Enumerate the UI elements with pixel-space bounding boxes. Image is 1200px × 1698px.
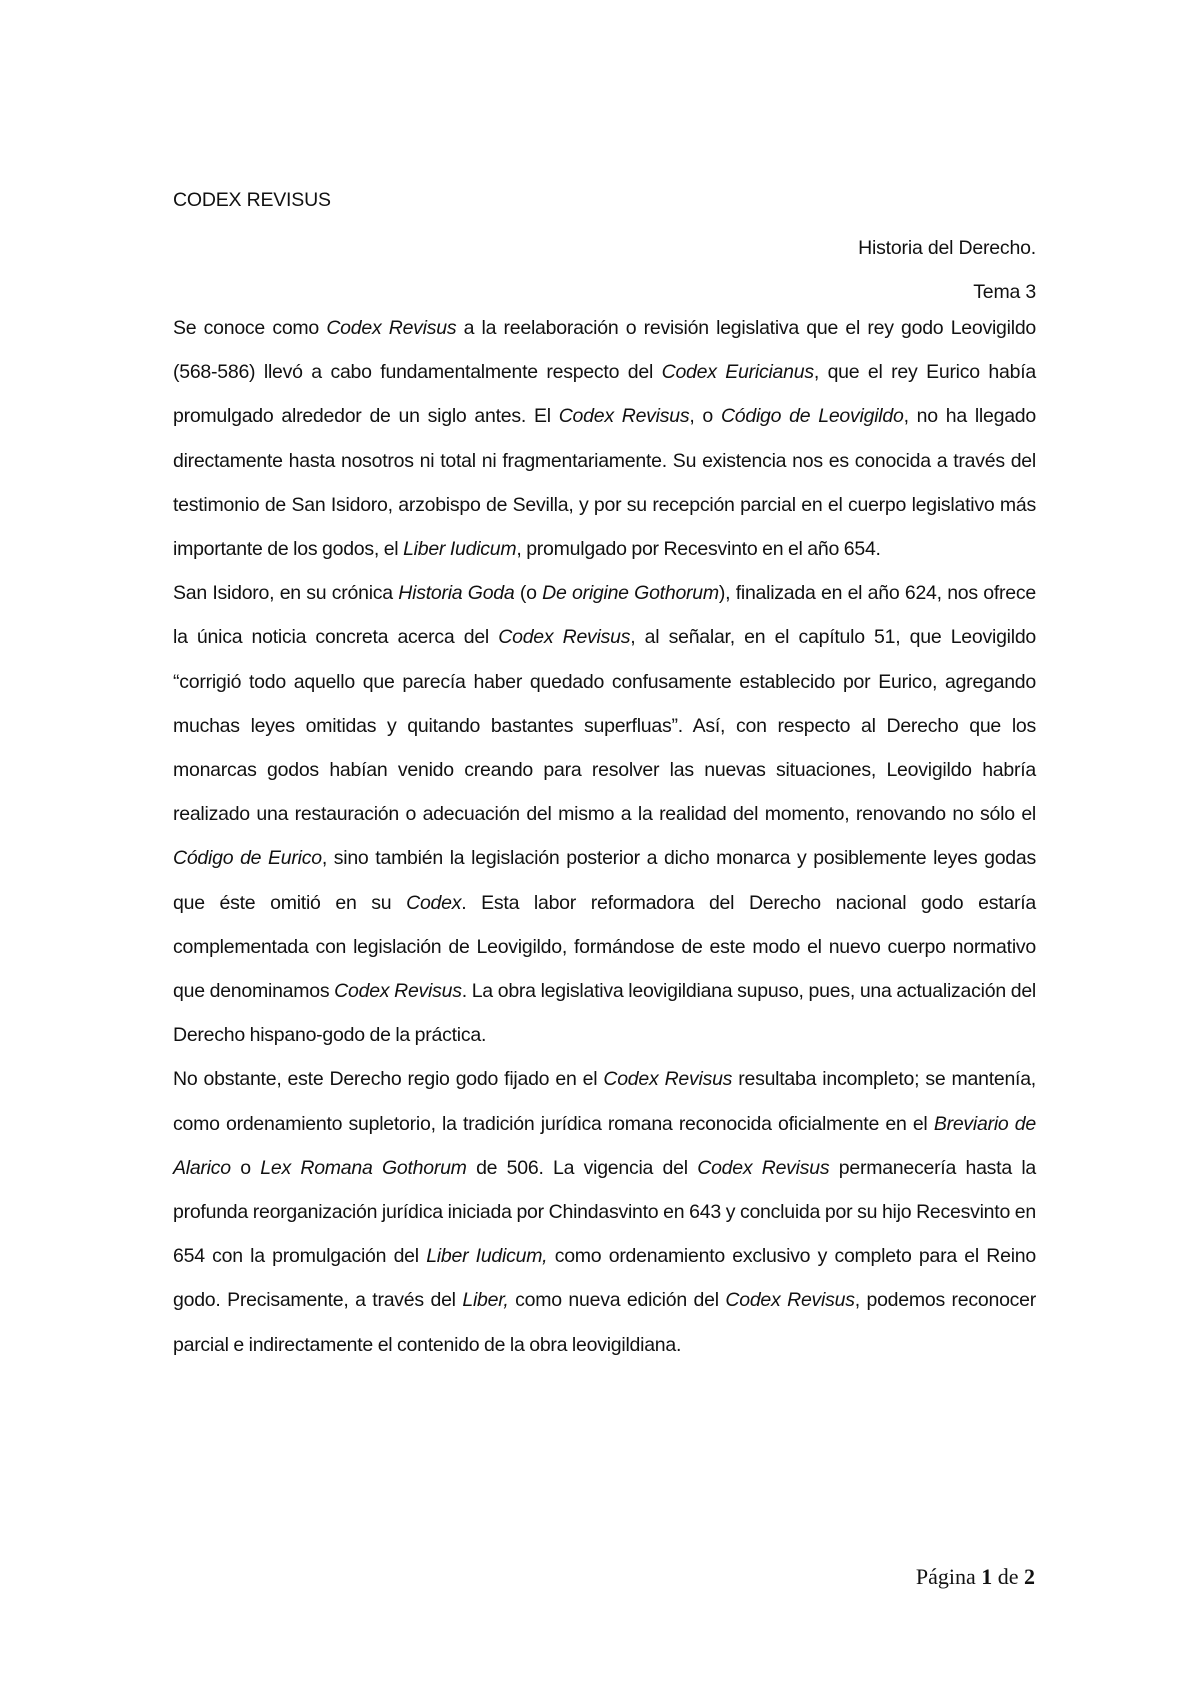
document-page: [173, 188, 1036, 1367]
body-paragraph: [173, 1057, 1036, 1366]
text-run: como nueva edición del: [508, 1289, 726, 1312]
italic-term: Historia Goda: [398, 582, 515, 605]
text-run: resultaba incompleto; se mantenía, como ordenamiento supletorio, la tradición jurídica romana reconocida oficialmente en el: [173, 1068, 1036, 1135]
document-body: [173, 306, 1036, 1367]
italic-term: Codex Revisus: [326, 317, 457, 339]
text-run: como ordenamiento exclusivo y completo para el Reino godo. Precisamente, a través del: [173, 1245, 1036, 1312]
italic-term: Codex Euricianus: [661, 361, 814, 384]
text-run: , podemos reconocer parcial e indirectamente el contenido de la obra leovigildiana.: [173, 1289, 1036, 1356]
italic-term: Breviario de Alarico: [173, 1112, 1036, 1179]
text-run: , no ha llegado directamente hasta nosotros ni total ni fragmentariamente. Su existencia nos es conocida a través del testimonio de San Isidoro, arzobispo de Sevilla, y por su recepción parcial en el cuerpo legislativo más importante de los godos, el: [173, 405, 1036, 561]
text-run: (o: [514, 582, 543, 605]
text-run: permanecería hasta la profunda reorganización jurídica iniciada por Chindasvinto en 643 y concluida por su hijo Recesvinto en 654 con la promulgación del: [173, 1156, 1037, 1268]
document-subject: Historia del Derecho.: [858, 237, 1036, 259]
italic-term: Liber Iudicum,: [426, 1245, 548, 1268]
text-run: ), finalizada en el año 624, nos ofrece la única noticia concreta acerca del: [173, 582, 1036, 649]
italic-term: Código de Eurico: [173, 847, 322, 870]
italic-term: Codex Revisus: [725, 1289, 855, 1312]
italic-term: Código de Leovigildo: [720, 405, 904, 428]
text-run: , al señalar, en el capítulo 51, que Leovigildo “corrigió todo aquello que parecía haber quedado confusamente establecido por Eurico, agregando muchas leyes omitidas y quitando bastantes superfluas”. Así, con respecto al Derecho que los monarcas godos habían venido creando para resolver las nuevas situaciones, Leovigildo habría realizado una restauración o adecuación del mismo a la realidad del momento, renovando no sólo el: [173, 626, 1037, 826]
italic-term: Codex Revisus: [498, 626, 631, 649]
italic-term: Codex Revisus: [558, 405, 690, 428]
text-run: , promulgado por Recesvinto en el año 654.: [516, 538, 881, 561]
italic-term: Codex Revisus: [334, 980, 462, 1003]
text-run: , sino también la legislación posterior a dicho monarca y posiblemente leyes godas que éste omitió en su: [173, 847, 1036, 914]
document-title: CODEX REVISUS: [173, 189, 331, 211]
italic-term: De origine Gothorum: [542, 582, 719, 605]
text-run: de 506. La vigencia del: [466, 1156, 698, 1179]
text-run: a la reelaboración o revisión legislativa que el rey godo Leovigildo (568-586) llevó a cabo fundamentalmente respecto del: [173, 317, 1037, 384]
document-topic: Tema 3: [973, 281, 1036, 303]
footer-page-word: Página: [915, 1564, 976, 1589]
italic-term: Liber Iudicum: [403, 538, 517, 561]
italic-term: Codex Revisus: [603, 1068, 733, 1091]
body-paragraph: [173, 306, 1036, 571]
italic-term: Codex: [406, 891, 462, 914]
text-run: , o: [689, 405, 721, 428]
text-run: No obstante, este Derecho regio godo fijado en el: [173, 1068, 604, 1091]
italic-term: Codex Revisus: [697, 1156, 830, 1179]
text-run: . Esta labor reformadora del Derecho nacional godo estaría complementada con legislación de Leovigildo, formándose de este modo el nuevo cuerpo normativo que denominamos: [173, 891, 1036, 1003]
footer-current-page: 1: [981, 1564, 993, 1589]
italic-term: Liber,: [462, 1289, 509, 1312]
text-run: o: [230, 1156, 261, 1179]
text-run: , que el rey Eurico había promulgado alrededor de un siglo antes. El: [173, 361, 1036, 428]
text-run: . La obra legislativa leovigildiana supuso, pues, una actualización del Derecho hispano-godo de la práctica.: [173, 980, 1037, 1047]
italic-term: Lex Romana Gothorum: [260, 1156, 467, 1179]
body-paragraph: [173, 571, 1036, 1057]
text-run: San Isidoro, en su crónica: [173, 582, 399, 605]
text-run: Se conoce como: [173, 317, 327, 339]
footer-of-word: de: [997, 1564, 1019, 1589]
page-number-footer: [916, 1564, 1035, 1590]
footer-total-pages: 2: [1024, 1564, 1035, 1589]
